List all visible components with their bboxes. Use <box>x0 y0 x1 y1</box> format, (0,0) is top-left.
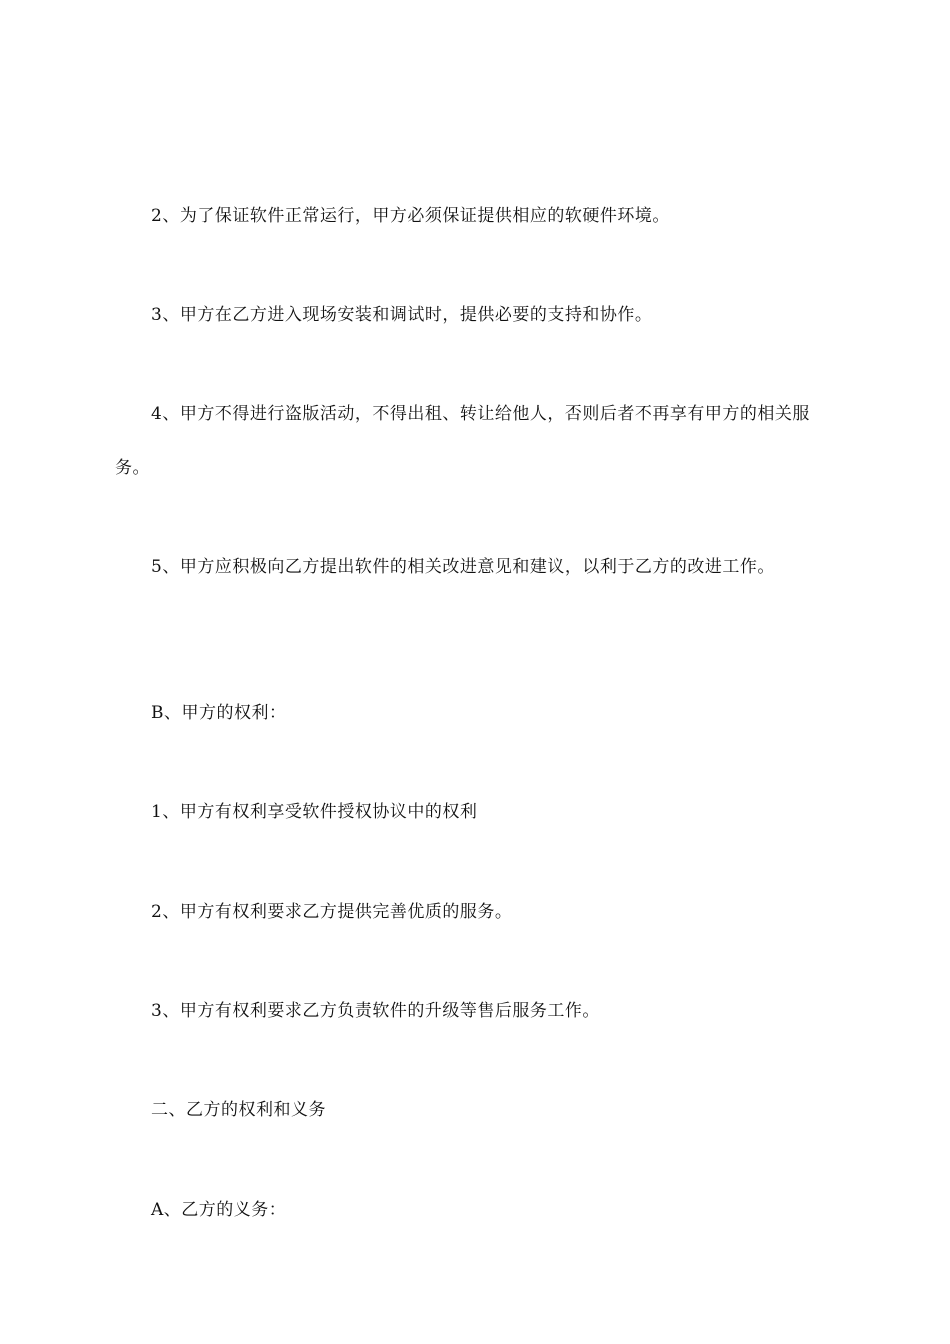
section-two-heading: 二、乙方的权利和义务 <box>151 1100 326 1120</box>
clause-b3-upgrade-service: 3、甲方有权利要求乙方负责软件的升级等售后服务工作。 <box>151 1001 600 1021</box>
clause-b2-quality-service: 2、甲方有权利要求乙方提供完善优质的服务。 <box>151 902 513 922</box>
section-a-party-b-duties-heading: A、乙方的义务： <box>151 1200 287 1220</box>
clause-a4-piracy: 4、甲方不得进行盗版活动，不得出租、转让给他人，否则后者不再享有甲方的相关服务。 <box>115 404 810 478</box>
section-b-heading: B、甲方的权利： <box>151 703 287 723</box>
clause-a3-support: 3、甲方在乙方进入现场安装和调试时，提供必要的支持和协作。 <box>151 305 653 325</box>
clause-a5-suggestions: 5、甲方应积极向乙方提出软件的相关改进意见和建议，以利于乙方的改进工作。 <box>151 557 775 577</box>
clause-b1-license-rights: 1、甲方有权利享受软件授权协议中的权利 <box>151 802 478 822</box>
clause-a2-environment: 2、为了保证软件正常运行，甲方必须保证提供相应的软硬件环境。 <box>151 206 670 226</box>
